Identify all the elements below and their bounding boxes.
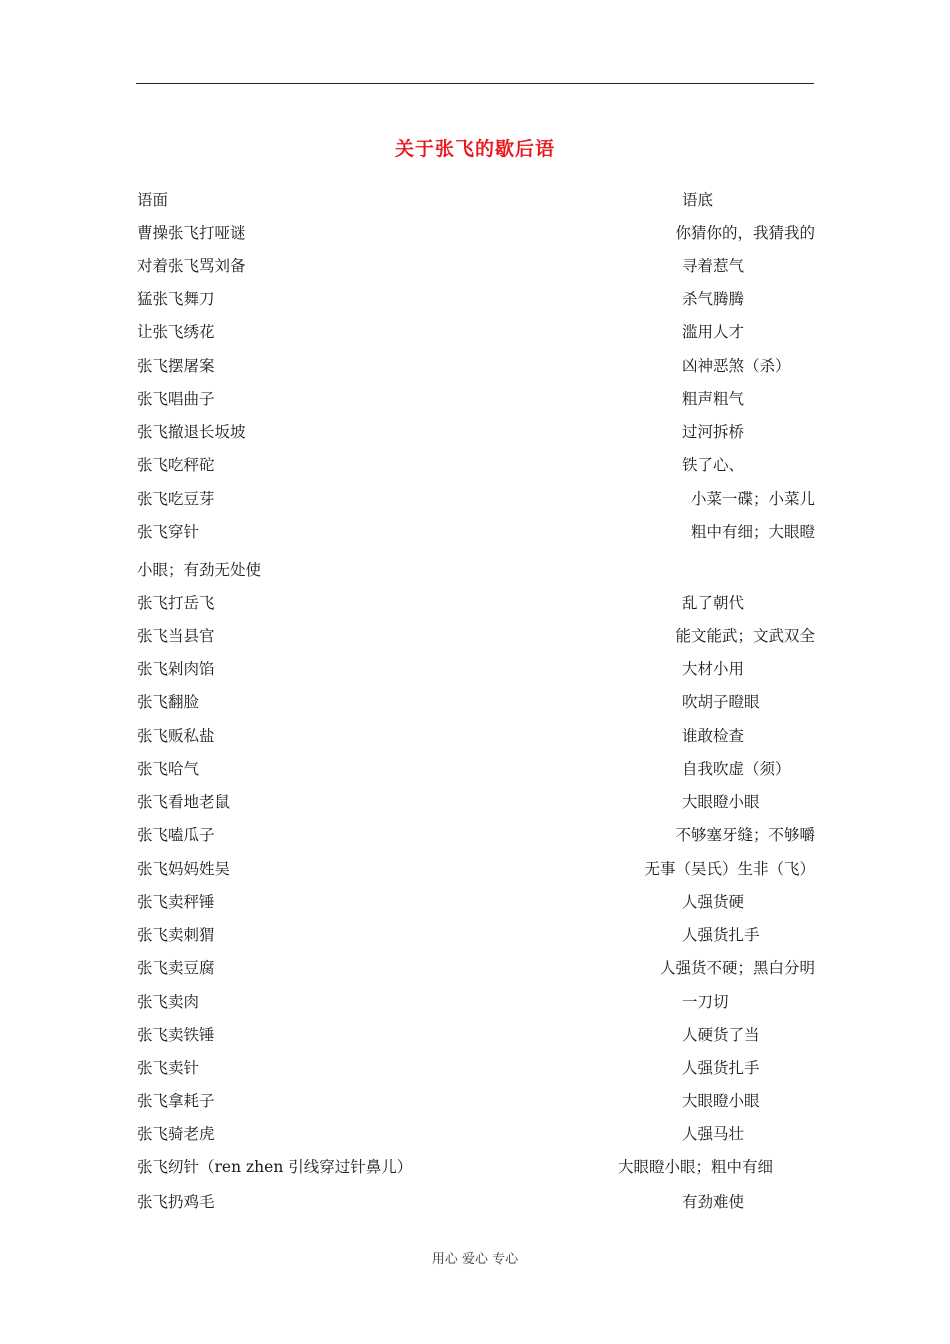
table-row bbox=[137, 1023, 815, 1047]
table-row bbox=[137, 890, 815, 914]
row-left-text: 张飞卖肉 bbox=[137, 993, 200, 1011]
row-right-text: 寻着惹气 bbox=[682, 257, 745, 275]
row-right-text: 过河拆桥 bbox=[682, 423, 745, 441]
row-right-text: 一刀切 bbox=[682, 993, 729, 1011]
table-row bbox=[137, 990, 815, 1014]
table-row bbox=[137, 1122, 815, 1146]
row-right-text: 人强货不硬；黑白分明 bbox=[659, 959, 815, 977]
row-right-text: 凶神恶煞（杀） bbox=[682, 357, 791, 375]
table-row bbox=[137, 724, 815, 748]
row-right-text: 无事（吴氏）生非（飞） bbox=[644, 860, 815, 878]
table-row bbox=[137, 420, 815, 444]
row-right-text: 铁了心、 bbox=[682, 456, 745, 474]
table-row bbox=[137, 823, 815, 847]
row-left-text: 张飞撤退长坂坡 bbox=[137, 423, 246, 441]
row-left-text: 张飞摆屠案 bbox=[137, 357, 215, 375]
table-row bbox=[137, 354, 815, 378]
row-right-text: 杀气腾腾 bbox=[682, 290, 745, 308]
row-left-text: 张飞卖铁锤 bbox=[137, 1026, 215, 1044]
row-left-text: 张飞哈气 bbox=[137, 760, 200, 778]
row-right-text: 粗中有细；大眼瞪 bbox=[690, 523, 815, 541]
table-row bbox=[137, 1155, 815, 1179]
row-left-text: 张飞卖刺猬 bbox=[137, 926, 215, 944]
row-left-text: 张飞卖针 bbox=[137, 1059, 200, 1077]
column-header-row bbox=[137, 188, 815, 212]
table-row bbox=[137, 624, 815, 648]
row-left-text: 张飞吃秤砣 bbox=[137, 456, 215, 474]
row-left-text: 张飞嗑瓜子 bbox=[137, 826, 215, 844]
row-left-text: 曹操张飞打哑谜 bbox=[137, 224, 246, 242]
table-row bbox=[137, 287, 815, 311]
table-row bbox=[137, 757, 815, 781]
row-right-text: 不够塞牙缝；不够嚼 bbox=[675, 826, 815, 844]
row-left-text: 小眼；有劲无处使 bbox=[137, 561, 262, 579]
row-right-text: 人强货硬 bbox=[682, 893, 745, 911]
page-title: 关于张飞的歇后语 bbox=[394, 138, 555, 160]
row-right-text: 人强货扎手 bbox=[682, 926, 760, 944]
row-left-text: 张飞拿耗子 bbox=[137, 1092, 215, 1110]
row-right-text: 大眼瞪小眼 bbox=[682, 793, 760, 811]
row-left-text: 张飞当县官 bbox=[137, 627, 215, 645]
table-row bbox=[137, 657, 815, 681]
row-right-text: 人强马壮 bbox=[682, 1125, 745, 1143]
row-left-text: 张飞骑老虎 bbox=[137, 1125, 215, 1143]
column-header-right: 语底 bbox=[682, 191, 714, 209]
row-left-text: 对着张飞骂刘备 bbox=[137, 257, 246, 275]
row-left-text: 让张飞绣花 bbox=[137, 323, 215, 341]
table-row bbox=[137, 254, 815, 278]
row-left-text: 张飞唱曲子 bbox=[137, 390, 215, 408]
table-row bbox=[137, 956, 815, 980]
table-row bbox=[137, 591, 815, 615]
row-left-text: 张飞看地老鼠 bbox=[137, 793, 231, 811]
row-left-text: 张飞纫针（ren zhen 引线穿过针鼻儿） bbox=[137, 1158, 413, 1176]
table-row bbox=[137, 520, 815, 544]
table-row bbox=[137, 221, 815, 245]
row-right-text: 大材小用 bbox=[682, 660, 745, 678]
row-right-text: 小菜一碟；小菜儿 bbox=[690, 490, 815, 508]
table-row bbox=[137, 857, 815, 881]
row-left-text: 张飞妈妈姓吴 bbox=[137, 860, 231, 878]
table-row bbox=[137, 320, 815, 344]
row-right-text: 自我吹虚（须） bbox=[682, 760, 791, 778]
table-row bbox=[137, 923, 815, 947]
page-footer: 用心 爱心 专心 bbox=[431, 1252, 519, 1267]
row-right-text: 大眼瞪小眼；粗中有细 bbox=[618, 1158, 774, 1176]
row-left-text: 张飞扔鸡毛 bbox=[137, 1193, 215, 1211]
table-row bbox=[137, 690, 815, 714]
row-right-text: 滥用人才 bbox=[682, 323, 745, 341]
table-row bbox=[137, 1089, 815, 1113]
table-row bbox=[137, 387, 815, 411]
row-right-text: 大眼瞪小眼 bbox=[682, 1092, 760, 1110]
table-row bbox=[137, 453, 815, 477]
row-left-text: 张飞卖秤锤 bbox=[137, 893, 215, 911]
row-left-text: 张飞穿针 bbox=[137, 523, 200, 541]
row-right-text: 吹胡子瞪眼 bbox=[682, 693, 760, 711]
row-left-text: 张飞剁肉馅 bbox=[137, 660, 215, 678]
table-row bbox=[137, 487, 815, 511]
row-left-text: 张飞贩私盐 bbox=[137, 727, 215, 745]
table-row bbox=[137, 558, 815, 582]
row-right-text: 你猜你的，我猜我的 bbox=[675, 224, 815, 242]
column-header-left: 语面 bbox=[137, 191, 169, 209]
row-left-text: 张飞翻脸 bbox=[137, 693, 200, 711]
row-right-text: 人强货扎手 bbox=[682, 1059, 760, 1077]
table-row bbox=[137, 1190, 815, 1214]
row-right-text: 乱了朝代 bbox=[682, 594, 745, 612]
row-left-text: 张飞打岳飞 bbox=[137, 594, 215, 612]
row-right-text: 能文能武；文武双全 bbox=[675, 627, 815, 645]
header-rule bbox=[136, 83, 814, 84]
row-right-text: 有劲难使 bbox=[682, 1193, 745, 1211]
row-right-text: 粗声粗气 bbox=[682, 390, 745, 408]
row-right-text: 谁敢检查 bbox=[682, 727, 745, 745]
table-row bbox=[137, 1056, 815, 1080]
row-left-text: 张飞卖豆腐 bbox=[137, 959, 215, 977]
table-row bbox=[137, 790, 815, 814]
row-left-text: 张飞吃豆芽 bbox=[137, 490, 215, 508]
row-right-text: 人硬货了当 bbox=[682, 1026, 760, 1044]
row-left-text: 猛张飞舞刀 bbox=[137, 290, 215, 308]
